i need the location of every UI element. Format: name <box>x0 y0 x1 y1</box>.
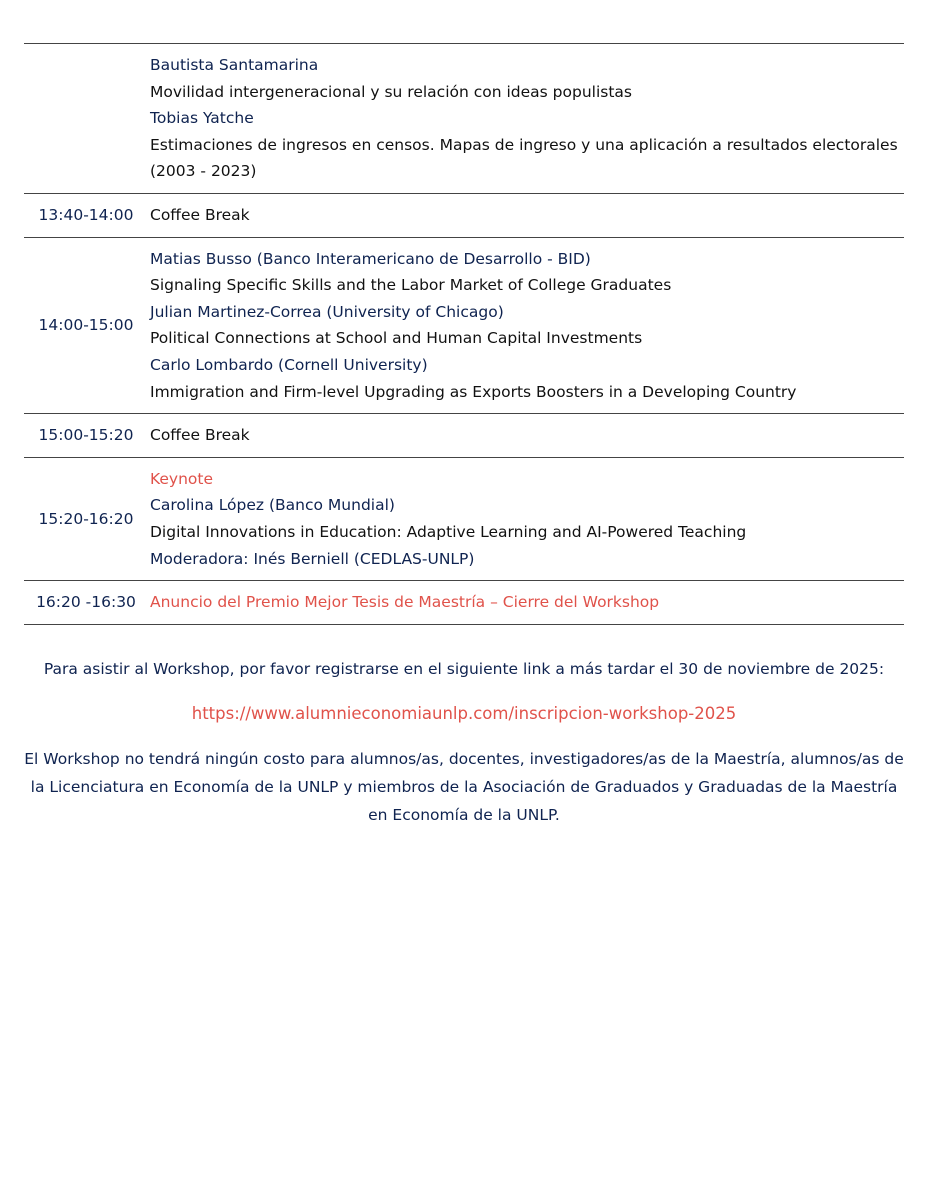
schedule-table <box>24 43 904 625</box>
speaker-name: Tobias Yatche <box>150 109 254 128</box>
session-content <box>148 414 904 457</box>
speaker-name: Matias Busso (Banco Interamericano de Desarrollo - BID) <box>150 249 591 268</box>
session-content <box>148 44 904 193</box>
session-content <box>148 194 904 237</box>
talk-title: Movilidad intergeneracional y su relación con ideas populistas <box>150 82 632 101</box>
session-content <box>148 238 904 414</box>
schedule-row <box>24 414 904 458</box>
schedule-row <box>24 581 904 625</box>
cost-note: El Workshop no tendrá ningún costo para alumnos/as, docentes, investigadores/as de la Maestría, alumnos/as de la Licenciatura en Economía de la UNLP y miembros de la Asociación de Graduados y Graduadas de la Maestría en Economía de la UNLP. <box>24 750 904 824</box>
moderator-name: Moderadora: Inés Berniell (CEDLAS-UNLP) <box>150 549 475 568</box>
registration-text: Para asistir al Workshop, por favor registrarse en el siguiente link a más tardar el 30 de noviembre de 2025: <box>43 660 885 678</box>
schedule-row <box>24 194 904 238</box>
registration-link[interactable]: https://www.alumnieconomiaunlp.com/inscripcion-workshop-2025 <box>191 704 737 723</box>
time-slot <box>24 44 148 193</box>
talk-title: Signaling Specific Skills and the Labor Market of College Graduates <box>150 276 672 295</box>
time-slot: 15:20-16:20 <box>38 509 134 528</box>
break-label: Coffee Break <box>150 426 250 445</box>
closing-announcement: Anuncio del Premio Mejor Tesis de Maestría – Cierre del Workshop <box>150 593 660 612</box>
schedule-row <box>24 44 904 194</box>
talk-title: Political Connections at School and Human Capital Investments <box>150 329 643 348</box>
speaker-name: Carlo Lombardo (Cornell University) <box>150 355 428 374</box>
speaker-name: Carolina López (Banco Mundial) <box>150 496 395 515</box>
keynote-label: Keynote <box>150 469 214 488</box>
talk-title: Estimaciones de ingresos en censos. Mapas de ingreso y una aplicación a resultados electorales (2003 - 2023) <box>150 135 898 181</box>
session-content <box>148 581 904 624</box>
time-slot: 14:00-15:00 <box>38 316 134 335</box>
speaker-name: Bautista Santamarina <box>150 56 319 74</box>
time-slot: 13:40-14:00 <box>38 206 134 225</box>
time-slot: 15:00-15:20 <box>38 426 134 445</box>
schedule-row <box>24 458 904 581</box>
speaker-name: Julian Martinez-Correa (University of Chicago) <box>150 302 504 321</box>
talk-title: Digital Innovations in Education: Adaptive Learning and AI-Powered Teaching <box>150 522 747 541</box>
schedule-row <box>24 238 904 415</box>
session-content <box>148 458 904 580</box>
time-slot: 16:20 -16:30 <box>36 593 136 612</box>
break-label: Coffee Break <box>150 205 250 224</box>
talk-title: Immigration and Firm-level Upgrading as Exports Boosters in a Developing Country <box>150 382 797 401</box>
